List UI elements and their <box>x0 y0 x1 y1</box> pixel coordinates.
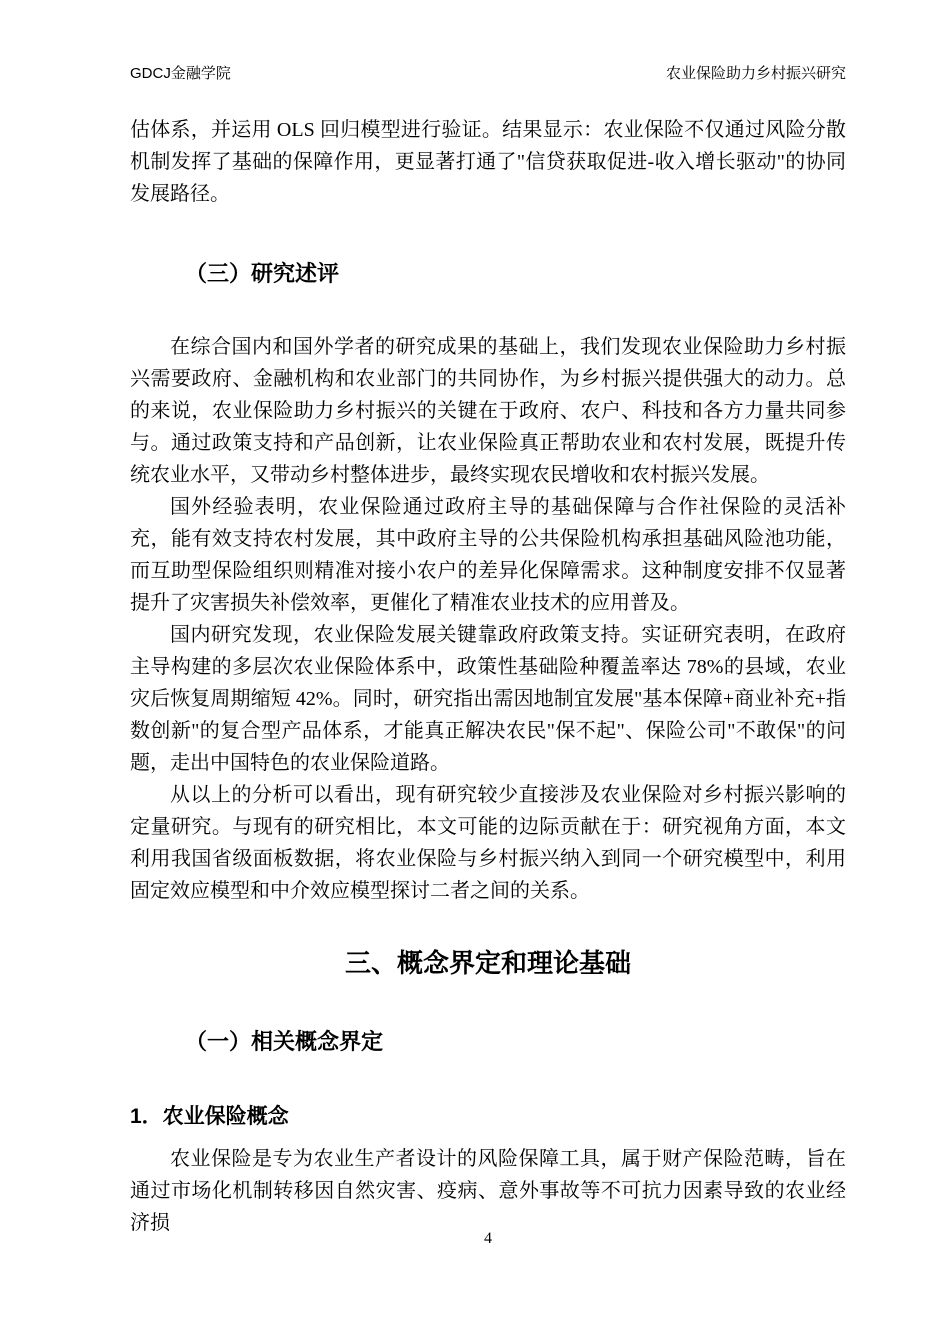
paragraph-review-1: 在综合国内和国外学者的研究成果的基础上，我们发现农业保险助力乡村振兴需要政府、金融机构和农业部门的共同协作，为乡村振兴提供强大的动力。总的来说，农业保险助力乡村振兴的关键在于政府、农户、科技和各方力量共同参与。通过政策支持和产品创新，让农业保险真正帮助农业和农村发展，既提升传统农业水平，又带动乡村整体进步，最终实现农民增收和农村振兴发展。 <box>130 336 846 486</box>
paragraph-intro-continuation: 估体系，并运用 OLS 回归模型进行验证。结果显示：农业保险不仅通过风险分散机制发挥了基础的保障作用，更显著打通了"信贷获取促进-收入增长驱动"的协同发展路径。 <box>130 119 846 205</box>
paragraph-review-3: 国内研究发现，农业保险发展关键靠政府政策支持。实证研究表明，在政府主导构建的多层次农业保险体系中，政策性基础险种覆盖率达 78%的县域，农业灾后恢复周期缩短 42%。同时，研究指出需因地制宜发展"基本保障+商业补充+指数创新"的复合型产品体系，才能真正解决农民"保不起"、保险公司"不敢保"的问题，走出中国特色的农业保险道路。 <box>130 624 846 774</box>
paragraph-review-2: 国外经验表明，农业保险通过政府主导的基础保障与合作社保险的灵活补充，能有效支持农村发展，其中政府主导的公共保险机构承担基础风险池功能，而互助型保险组织则精准对接小农户的差异化保障需求。这种制度安排不仅显著提升了灾害损失补偿效率，更催化了精准农业技术的应用普及。 <box>130 496 846 614</box>
subsection-heading-agri-insurance-concept: 1．农业保险概念 <box>130 1105 289 1128</box>
header-left-text: GDCJ金融学院 <box>130 65 231 82</box>
page-number: 4 <box>484 1230 492 1247</box>
paragraph-agri-insurance-definition: 农业保险是专为农业生产者设计的风险保障工具，属于财产保险范畴，旨在通过市场化机制转移因自然灾害、疫病、意外事故等不可抗力因素导致的农业经济损 <box>130 1148 846 1234</box>
document-body <box>130 114 846 1239</box>
paragraph-review-4: 从以上的分析可以看出，现有研究较少直接涉及农业保险对乡村振兴影响的定量研究。与现有的研究相比，本文可能的边际贡献在于：研究视角方面，本文利用我国省级面板数据，将农业保险与乡村振兴纳入到同一个研究模型中，利用固定效应模型和中介效应模型探讨二者之间的关系。 <box>130 784 846 902</box>
section-heading-review: （三）研究述评 <box>185 261 340 286</box>
page-header <box>130 64 846 84</box>
chapter-heading-concepts-theory: 三、概念界定和理论基础 <box>344 948 631 978</box>
header-right-text: 农业保险助力乡村振兴研究 <box>665 65 846 82</box>
section-heading-concept-definition: （一）相关概念界定 <box>185 1029 384 1054</box>
page-footer <box>130 1228 846 1250</box>
